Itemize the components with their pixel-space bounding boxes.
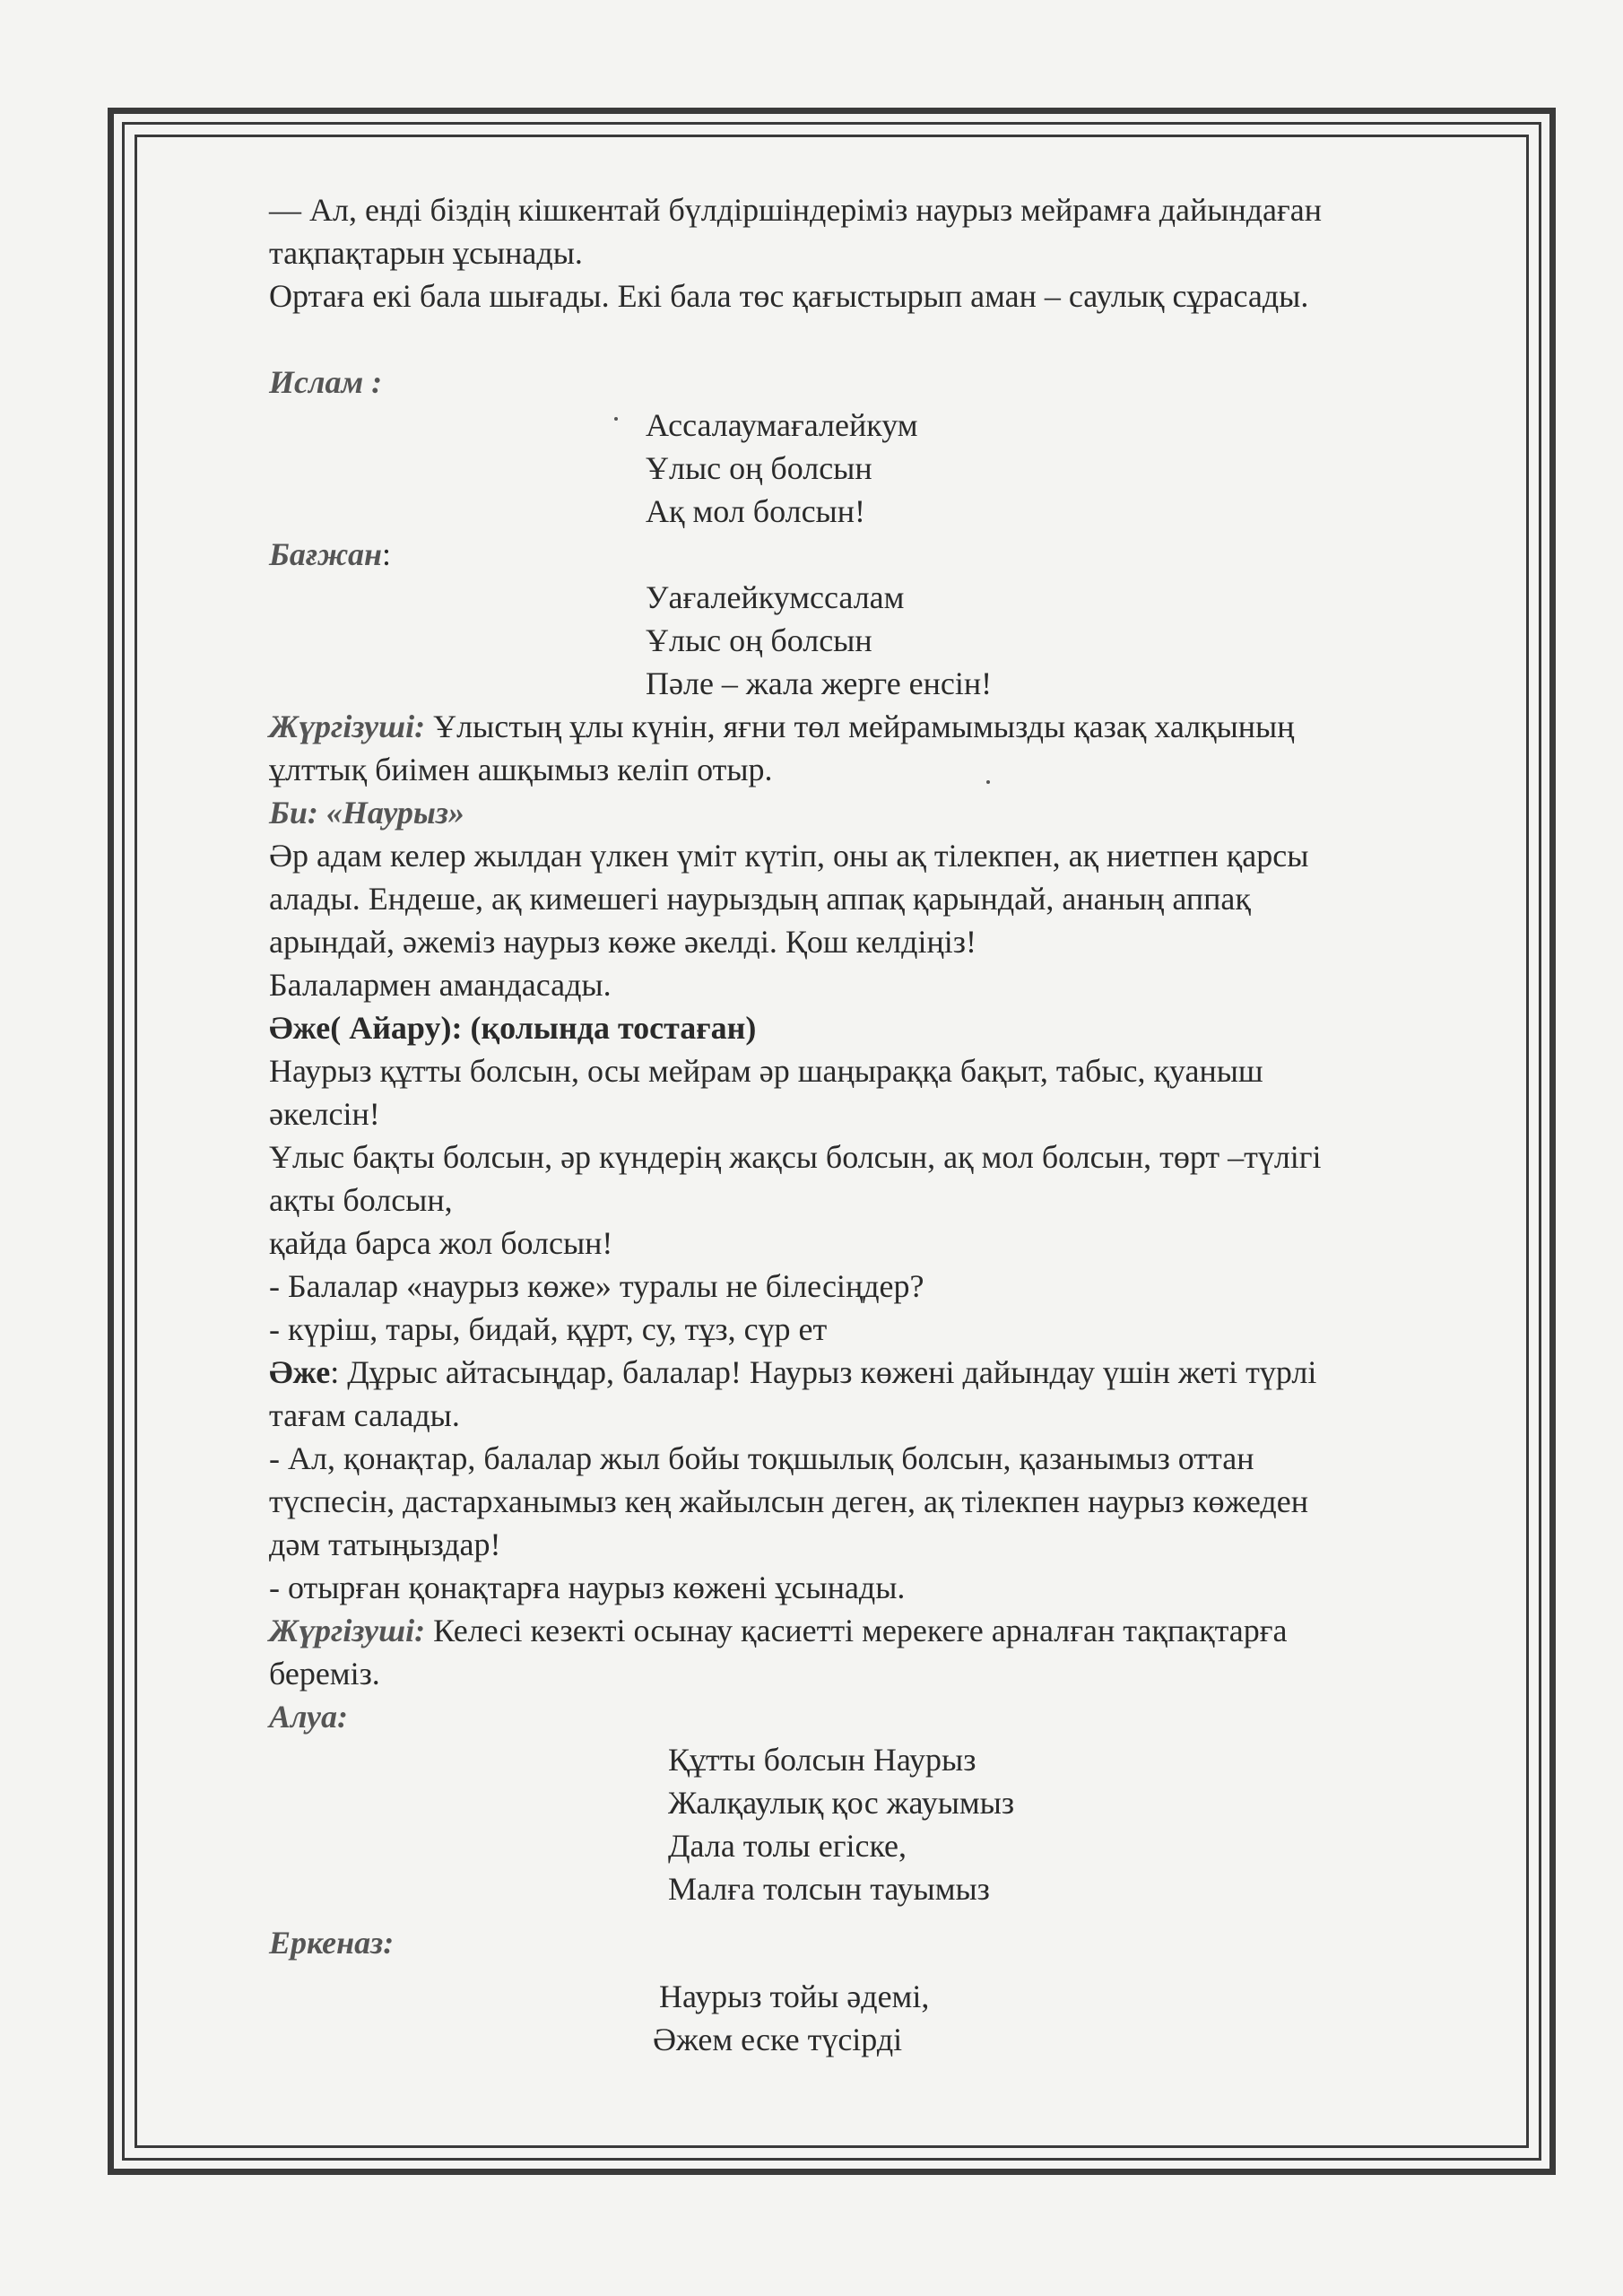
aje-reply-text: : Дұрыс айтасыңдар, балалар! Наурыз көжені дайындау үшін жеті түрлі xyxy=(330,1354,1317,1390)
paragraph-line: түспесін, дастарханымыз кең жайылсын деген, ақ тілекпен наурыз көжеден xyxy=(269,1483,1308,1519)
verse-line: Уағалейкумссалам xyxy=(646,579,905,615)
host-line: береміз. xyxy=(269,1656,380,1692)
verse-line: Ақ мол болсын! xyxy=(646,493,865,529)
speaker-bagzhan-line xyxy=(269,533,1488,576)
host-text: Ұлыстың ұлы күнін, яғни төл мейрамымызды қазақ халқының xyxy=(425,709,1295,744)
paragraph-line: Ұлыс бақты болсын, әр күндерің жақсы болсын, ақ мол болсын, төрт –түлігі xyxy=(269,1139,1322,1175)
aje-heading: Әже( Айару): (қолында тостаған) xyxy=(269,1010,757,1046)
paragraph-line: алады. Ендеше, ақ кимешегі наурыздың аппақ қарындай, ананың аппақ xyxy=(269,881,1251,917)
verse-line: Ұлыс оң болсын xyxy=(646,622,872,658)
paragraph-line: тағам салады. xyxy=(269,1397,460,1433)
paragraph-line: - отырған қонақтарға наурыз көжені ұсынады. xyxy=(269,1570,906,1605)
aje-reply-line xyxy=(269,1351,1488,1394)
dance-heading: Би: «Наурыз» xyxy=(269,795,464,831)
verse-line: Әжем еске түсірді xyxy=(653,2022,903,2057)
host-line xyxy=(269,1609,1488,1652)
intro-line: — Ал, енді біздің кішкентай бүлдіршіндеріміз наурыз мейрамға дайындаған xyxy=(269,192,1323,228)
speaker-colon: : xyxy=(381,536,391,572)
verse-line: Құтты болсын Наурыз xyxy=(668,1742,976,1778)
speaker-bagzhan: Бағжан xyxy=(269,536,382,572)
verse-line: Малға толсын тауымыз xyxy=(668,1871,990,1907)
speaker-aje: Әже xyxy=(269,1354,331,1390)
speaker-host: Жүргізуші: xyxy=(269,1613,426,1648)
host-line xyxy=(269,705,1488,748)
verse-line: Наурыз тойы әдемі, xyxy=(659,1979,930,2014)
paragraph-line: Балалармен амандасады. xyxy=(269,967,612,1003)
speaker-islam: Ислам : xyxy=(269,364,383,400)
intro-line: тақпақтарын ұсынады. xyxy=(269,235,583,271)
verse-line: Дала толы егіске, xyxy=(668,1828,907,1864)
verse-line: Жалқаулық қос жауымыз xyxy=(668,1785,1015,1821)
verse-line: Ұлыс оң болсын xyxy=(646,450,872,486)
paragraph-line: дәм татыңыздар! xyxy=(269,1526,501,1562)
paragraph-line: ақты болсын, xyxy=(269,1182,453,1218)
paragraph-line: әкелсін! xyxy=(269,1096,380,1132)
speaker-host: Жүргізуші: xyxy=(269,709,426,744)
paragraph-line: қайда барса жол болсын! xyxy=(269,1225,613,1261)
host-line: ұлттық биімен ашқымыз келіп отыр. xyxy=(269,752,773,787)
paragraph-line: Наурыз құтты болсын, осы мейрам әр шаңыраққа бақыт, табыс, қуаныш xyxy=(269,1053,1263,1089)
verse-line: Ассалаумағалейкум xyxy=(646,407,918,443)
question-line: - Балалар «наурыз көже» туралы не білесіңдер? xyxy=(269,1268,924,1304)
speaker-alua: Алуа: xyxy=(269,1699,348,1735)
intro-line: Ортаға екі бала шығады. Екі бала төс қағыстырып аман – саулық сұрасады. xyxy=(269,278,1309,314)
paragraph-line: - Ал, қонақтар, балалар жыл бойы тоқшылық болсын, қазанымыз оттан xyxy=(269,1440,1254,1476)
verse-line: Пәле – жала жерге енсін! xyxy=(646,665,993,701)
answer-line: - күріш, тары, бидай, құрт, су, тұз, сүр ет xyxy=(269,1311,828,1347)
host-text: Келесі кезекті осынау қасиетті мерекеге арналған тақпақтарға xyxy=(425,1613,1288,1648)
speaker-erkenaz: Еркеназ: xyxy=(269,1925,395,1961)
paragraph-line: Әр адам келер жылдан үлкен үміт күтіп, оны ақ тілекпен, ақ ниетпен қарсы xyxy=(269,838,1309,874)
document-body xyxy=(269,188,1488,2061)
paragraph-line: арындай, әжеміз наурыз көже әкелді. Қош келдіңіз! xyxy=(269,924,976,960)
